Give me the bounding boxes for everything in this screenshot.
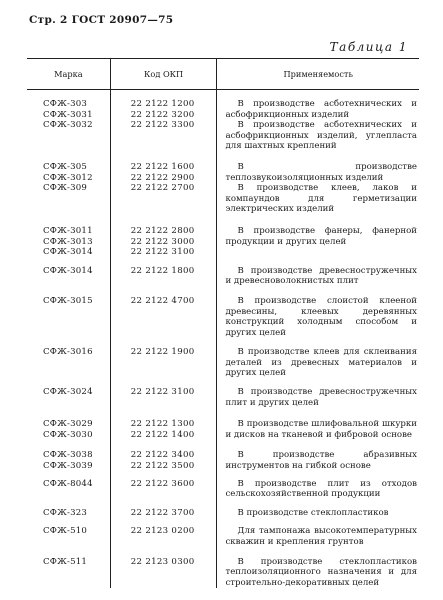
table-label: Таблица 1: [329, 40, 408, 54]
mark-cell: [27, 408, 110, 440]
table-header-row: [27, 59, 419, 90]
mark-cell: [27, 379, 110, 408]
mark-cell: [27, 500, 110, 519]
use-text: В производстве стеклопластиков: [237, 507, 389, 518]
mark-value: СФЖ-3029: [43, 419, 93, 430]
use-text: В производстве теплозвукоизоляционных изделий: [225, 161, 417, 183]
code-cell: [110, 500, 217, 519]
okp-code: 22 2122 3500: [130, 461, 195, 472]
table-row: [27, 472, 419, 500]
mark-value: СФЖ-8044: [43, 478, 93, 489]
use-cell: [217, 379, 419, 408]
use-text: В производстве фанеры, фанерной продукции и других целей: [225, 225, 417, 247]
table-row: [27, 258, 419, 287]
code-cell: [110, 472, 217, 500]
mark-value: СФЖ-3030: [43, 429, 93, 440]
code-cell: [110, 518, 217, 547]
mark-value: СФЖ-510: [43, 526, 88, 537]
okp-code: 22 2122 1300: [130, 419, 195, 430]
table-row: [27, 287, 419, 338]
mark-value: СФЖ-3015: [43, 295, 93, 306]
okp-code: 22 2123 0200: [130, 526, 195, 537]
use-text: В производстве клеев, лаков и компаундов для герметизации электрических изделий: [225, 183, 417, 215]
mark-value: СФЖ-3039: [43, 461, 93, 472]
mark-value: СФЖ-303: [43, 99, 88, 109]
use-text: В производстве асботехнических и асбофрикционных изделий, углепласта для шахтных креплений: [225, 120, 417, 152]
mark-cell: [27, 338, 110, 379]
table-row: [27, 408, 419, 440]
table-row: [27, 548, 419, 589]
use-cell: [217, 90, 419, 152]
mark-value: СФЖ-3032: [43, 120, 93, 131]
column-header-code: Код ОКП: [110, 59, 217, 90]
mark-value: СФЖ-3012: [43, 172, 93, 183]
use-text: В производстве стеклопластиков теплоизоляционного назначения и для строительно-декоративных целей: [225, 556, 417, 588]
code-cell: [110, 379, 217, 408]
column-header-mark: Марка: [27, 59, 110, 90]
mark-value: СФЖ-323: [43, 507, 88, 518]
okp-code: 22 2122 4700: [130, 295, 195, 306]
use-cell: [217, 500, 419, 519]
applicability-table: [27, 58, 419, 588]
use-cell: [217, 472, 419, 500]
okp-code: 22 2122 2900: [130, 172, 195, 183]
mark-value: СФЖ-3014: [43, 265, 93, 276]
use-cell: [217, 548, 419, 589]
mark-cell: [27, 90, 110, 152]
okp-code: 22 2122 3400: [130, 450, 195, 461]
table-row: [27, 500, 419, 519]
okp-code: 22 2123 0300: [130, 556, 195, 567]
okp-code: 22 2122 3600: [130, 478, 195, 489]
mark-cell: [27, 287, 110, 338]
okp-code: 22 2122 1800: [130, 265, 195, 276]
code-cell: [110, 258, 217, 287]
okp-code: 22 2122 2700: [130, 183, 195, 194]
mark-value: СФЖ-3024: [43, 387, 93, 398]
code-cell: [110, 287, 217, 338]
use-cell: [217, 440, 419, 471]
use-cell: [217, 152, 419, 215]
okp-code: 22 2122 1200: [130, 99, 195, 109]
okp-code: 22 2122 2800: [130, 225, 195, 236]
mark-cell: [27, 258, 110, 287]
mark-value: СФЖ-3031: [43, 109, 93, 120]
code-cell: [110, 338, 217, 379]
use-cell: [217, 518, 419, 547]
mark-value: СФЖ-3011: [43, 225, 93, 236]
mark-value: СФЖ-305: [43, 161, 88, 172]
code-cell: [110, 152, 217, 215]
use-cell: [217, 258, 419, 287]
okp-code: 22 2122 1400: [130, 429, 195, 440]
table-row: [27, 152, 419, 215]
use-cell: [217, 287, 419, 338]
mark-cell: [27, 548, 110, 589]
table-row: [27, 518, 419, 547]
use-text: В производстве клеев для склеивания деталей из древесных материалов и других целей: [225, 347, 417, 379]
table-row: [27, 338, 419, 379]
mark-cell: [27, 440, 110, 471]
okp-code: 22 2122 3100: [130, 247, 195, 258]
use-cell: [217, 408, 419, 440]
mark-value: СФЖ-511: [43, 556, 88, 567]
okp-code: 22 2122 1900: [130, 347, 195, 358]
use-text: В производстве слоистой клееной древесины, клеевых деревянных конструкций холодным способом и других целей: [225, 295, 417, 338]
use-text: В производстве асботехнических и асбофрикционных изделий: [225, 99, 417, 120]
use-text: В производстве шлифовальной шкурки и дисков на тканевой и фибровой основе: [225, 419, 417, 440]
okp-code: 22 2122 3100: [130, 387, 195, 398]
mark-cell: [27, 215, 110, 258]
use-text: Для тампонажа высокотемпературных скважин и крепления грунтов: [225, 526, 417, 547]
use-cell: [217, 338, 419, 379]
okp-code: 22 2122 3000: [130, 236, 195, 247]
code-cell: [110, 440, 217, 471]
use-cell: [217, 215, 419, 258]
code-cell: [110, 548, 217, 589]
use-text: В производстве абразивных инструментов на гибкой основе: [225, 450, 417, 472]
code-cell: [110, 90, 217, 152]
mark-cell: [27, 472, 110, 500]
okp-code: 22 2122 3300: [130, 120, 195, 131]
use-text: В производстве древесностружечных и древесноволокнистых плит: [225, 265, 417, 287]
table-row: [27, 90, 419, 152]
code-cell: [110, 408, 217, 440]
table-row: [27, 215, 419, 258]
table-row: [27, 379, 419, 408]
mark-value: СФЖ-3016: [43, 347, 93, 358]
okp-code: 22 2122 3700: [130, 507, 195, 518]
column-header-use: Применяемость: [217, 59, 419, 90]
code-cell: [110, 215, 217, 258]
mark-value: СФЖ-3013: [43, 236, 93, 247]
table-body: [27, 90, 419, 589]
mark-cell: [27, 152, 110, 215]
page-header: Стр. 2 ГОСТ 20907—75: [29, 14, 174, 26]
okp-code: 22 2122 3200: [130, 109, 195, 120]
mark-cell: [27, 518, 110, 547]
okp-code: 22 2122 1600: [130, 161, 195, 172]
use-text: В производстве плит из отходов сельскохозяйственной продукции: [225, 478, 417, 500]
mark-value: СФЖ-3038: [43, 450, 93, 461]
mark-value: СФЖ-309: [43, 183, 88, 194]
mark-value: СФЖ-3014: [43, 247, 93, 258]
table-row: [27, 440, 419, 471]
use-text: В производстве древесностружечных плит и других целей: [225, 387, 417, 408]
